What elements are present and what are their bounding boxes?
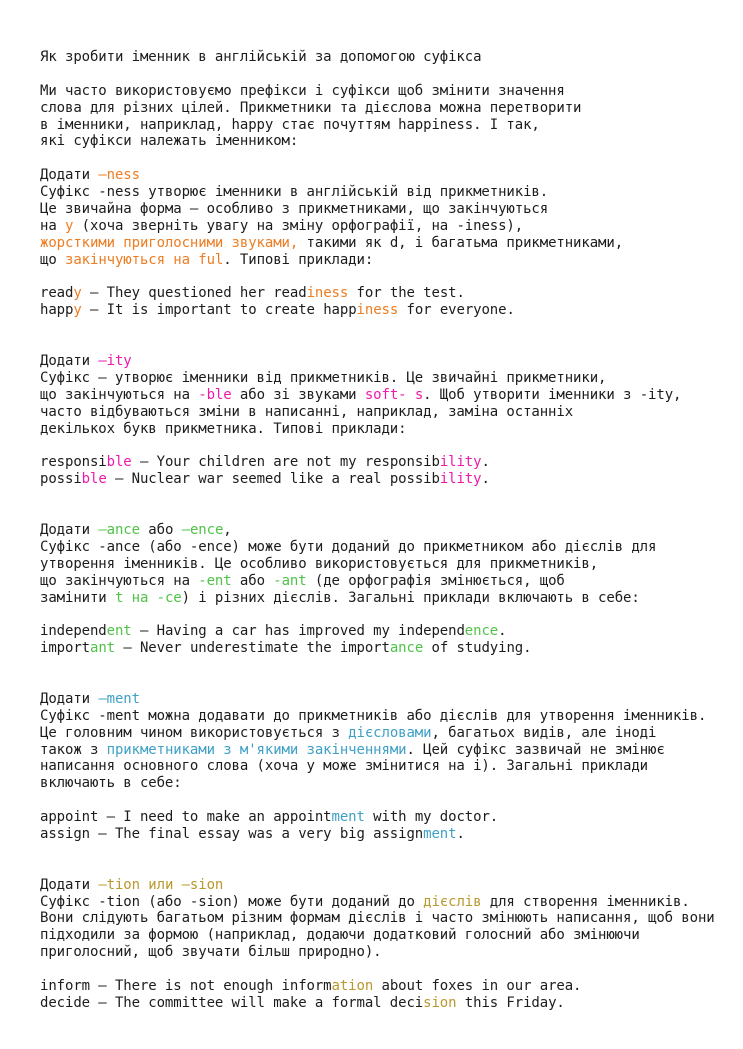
text-segment: Додати (40, 167, 99, 184)
highlighted-text-segment: закінчуються на ful (65, 251, 224, 268)
blank-line (40, 66, 735, 83)
text-segment: . Цей суфікс зазвичай не змінює (406, 741, 665, 758)
text-segment: також з (40, 741, 107, 758)
text-segment: decide – The committee will make a formal deci (40, 994, 424, 1011)
text-segment: . Щоб утворити іменники з -ity, (423, 386, 682, 403)
highlighted-text-segment: y (65, 217, 74, 234)
section-heading-ance-ence (40, 522, 735, 539)
body-line (40, 725, 735, 742)
highlighted-text-segment: t на -ce (114, 589, 182, 606)
highlighted-text-segment: ment (423, 825, 457, 842)
example-sentence (40, 995, 735, 1012)
text-segment: – It is important to create happ (81, 302, 357, 319)
text-segment: Додати (40, 353, 99, 370)
text-segment: independ (40, 623, 107, 640)
highlighted-text-segment: –ance (98, 521, 140, 538)
body-line (40, 910, 735, 927)
example-sentence (40, 978, 735, 995)
highlighted-text-segment: iness (356, 302, 399, 319)
text-segment: – Nuclear war seemed like a real possib (106, 471, 440, 488)
text-segment: inform – There is not enough inform (40, 977, 332, 994)
text-segment: responsi (40, 454, 107, 471)
body-line (40, 775, 735, 792)
text-segment: – They questioned her read (81, 285, 307, 302)
blank-line (40, 674, 735, 691)
highlighted-text-segment: y (73, 285, 82, 302)
body-line (40, 404, 735, 421)
blank-line (40, 336, 735, 353)
highlighted-text-segment: iness (306, 285, 349, 302)
text-segment: замінити (40, 589, 115, 606)
highlighted-text-segment: –ence (181, 521, 224, 538)
intro-line (40, 100, 735, 117)
text-segment: які суфікси належать іменником: (40, 133, 299, 150)
highlighted-text-segment: ility (439, 471, 482, 488)
body-line (40, 556, 735, 573)
blank-line (40, 843, 735, 860)
text-segment: Це звичайна форма – особливо з прикметниками, що закінчуються (40, 201, 549, 218)
blank-line (40, 150, 735, 167)
text-segment: – Never underestimate the import (114, 640, 390, 657)
text-segment: for everyone. (398, 302, 515, 319)
text-segment: в іменники, наприклад, happy стає почуттям happiness. І так, (40, 116, 540, 133)
highlighted-text-segment: y (73, 302, 82, 319)
text-segment: , багатьох видів, але іноді (431, 724, 657, 741)
text-segment: або (139, 521, 182, 538)
body-line (40, 758, 735, 775)
highlighted-text-segment: ble (81, 471, 107, 488)
text-segment: , (223, 521, 232, 538)
example-sentence (40, 640, 735, 657)
example-sentence (40, 471, 735, 488)
body-line (40, 387, 735, 404)
intro-line (40, 133, 735, 150)
text-segment: with my doctor. (364, 809, 499, 826)
blank-line (40, 505, 735, 522)
text-segment: підходили за формою (наприклад, додаючи додатковий голосний або змінюючи (40, 927, 640, 944)
text-segment: about foxes in our area. (373, 977, 582, 994)
highlighted-text-segment: ility (439, 454, 482, 471)
text-segment: Суфікс -ment можна додавати до прикметників або дієслів для утворення іменників. (40, 707, 707, 724)
text-segment: read (40, 285, 74, 302)
blank-line (40, 860, 735, 877)
text-segment: possi (40, 471, 82, 488)
intro-line (40, 83, 735, 100)
text-segment: на (40, 217, 65, 234)
text-segment: appoint – I need to make an appoint (40, 809, 332, 826)
blank-line (40, 657, 735, 674)
example-sentence (40, 623, 735, 640)
text-segment: import (40, 640, 90, 657)
body-line (40, 235, 735, 252)
example-sentence (40, 285, 735, 302)
highlighted-text-segment: ble (106, 454, 132, 471)
highlighted-text-segment: sion (423, 994, 457, 1011)
highlighted-text-segment: прикметниками з м'якими закінченнями (106, 741, 407, 758)
text-segment: для створення іменників. (481, 893, 690, 910)
section-heading-tion-sion (40, 877, 735, 894)
text-segment: – Having a car has improved my independ (131, 623, 465, 640)
body-line (40, 421, 735, 438)
text-segment: Додати (40, 876, 99, 893)
highlighted-text-segment: –ity (98, 353, 132, 370)
highlighted-text-segment: ment (331, 809, 365, 826)
text-segment: this Friday. (456, 994, 565, 1011)
body-line (40, 944, 735, 961)
highlighted-text-segment: дієсловами (348, 724, 432, 741)
text-segment: що (40, 251, 65, 268)
text-segment: Ми часто використовуємо префікси і суфікси щоб змінити значення (40, 82, 565, 99)
body-line (40, 184, 735, 201)
blank-line (40, 269, 735, 286)
blank-line (40, 606, 735, 623)
text-segment: Додати (40, 690, 99, 707)
text-segment: happ (40, 302, 74, 319)
text-segment: або зі звуками (231, 386, 365, 403)
text-segment: – Your children are not my responsib (131, 454, 440, 471)
text-segment: Вони слідують багатьом різним формам дієслів і часто змінюють написання, щоб вони (40, 910, 715, 927)
highlighted-text-segment: -ent (198, 572, 232, 589)
text-segment: . Типові приклади: (223, 251, 374, 268)
text-segment: включають в себе: (40, 775, 182, 792)
blank-line (40, 488, 735, 505)
text-segment: що закінчуються на (40, 386, 199, 403)
blank-line (40, 792, 735, 809)
text-segment: . (481, 471, 490, 488)
example-sentence (40, 454, 735, 471)
section-heading-ity (40, 353, 735, 370)
text-segment: ) і різних дієслів. Загальні приклади включають в себе: (181, 589, 640, 606)
text-segment: утворення іменників. Це особливо використовується для прикметників, (40, 555, 599, 572)
text-segment: Це головним чином використовується з (40, 724, 349, 741)
blank-line (40, 319, 735, 336)
text-segment: такими як d, і багатьма прикметниками, (298, 234, 624, 251)
highlighted-text-segment: ant (89, 640, 115, 657)
text-segment: . (498, 623, 507, 640)
body-line (40, 742, 735, 759)
body-line (40, 573, 735, 590)
section-heading-ment (40, 691, 735, 708)
text-segment: . (481, 454, 490, 471)
example-sentence (40, 826, 735, 843)
blank-line (40, 437, 735, 454)
section-heading-ness (40, 167, 735, 184)
example-sentence (40, 809, 735, 826)
body-line (40, 927, 735, 944)
body-line (40, 201, 735, 218)
highlighted-text-segment: ence (464, 623, 499, 640)
example-sentence (40, 302, 735, 319)
body-line (40, 708, 735, 725)
highlighted-text-segment: soft- s (364, 386, 424, 403)
highlighted-text-segment: –ness (98, 167, 140, 184)
text-segment: of studying. (423, 640, 532, 657)
text-segment: Суфікс – утворює іменники від прикметників. Це звичайні прикметники, (40, 369, 607, 386)
text-segment: написання основного слова (хоча y може змінитися на i). Загальні приклади (40, 758, 648, 775)
text-segment: Суфікс -ance (або -ence) може бути доданий до прикметником або дієслів для (40, 538, 657, 555)
body-line (40, 252, 735, 269)
text-segment: або (231, 572, 274, 589)
text-segment: Суфікс -ness утворює іменники в англійській від прикметників. (40, 184, 549, 201)
highlighted-text-segment: жорсткими приголосними звуками, (40, 234, 299, 251)
intro-line (40, 117, 735, 134)
body-line (40, 894, 735, 911)
text-segment: Додати (40, 521, 99, 538)
document-title (40, 49, 735, 66)
text-segment: Як зробити іменник в англійській за допомогою суфікса (40, 49, 482, 65)
body-line (40, 590, 735, 607)
highlighted-text-segment: ent (106, 623, 132, 640)
text-segment: декількох букв прикметника. Типові приклади: (40, 420, 407, 437)
highlighted-text-segment: –tion или –sion (98, 876, 224, 893)
text-segment: . (456, 825, 465, 842)
text-segment: часто відбуваються зміни в написанні, наприклад, заміна останніх (40, 403, 574, 420)
blank-line (40, 961, 735, 978)
text-segment: приголосний, щоб звучати більш природно). (40, 944, 382, 961)
text-segment: for the test. (348, 285, 465, 302)
highlighted-text-segment: ance (389, 640, 424, 657)
highlighted-text-segment: -ble (198, 386, 232, 403)
body-line (40, 218, 735, 235)
highlighted-text-segment: -ant (273, 572, 307, 589)
text-segment: assign – The final essay was a very big assign (40, 825, 424, 842)
highlighted-text-segment: дієслів (423, 893, 482, 910)
highlighted-text-segment: –ment (98, 690, 140, 707)
text-segment: (де орфографія змінюється, щоб (306, 572, 565, 589)
body-line (40, 370, 735, 387)
text-segment: слова для різних цілей. Прикметники та дієслова можна перетворити (40, 99, 582, 116)
text-segment: що закінчуються на (40, 572, 199, 589)
body-line (40, 539, 735, 556)
highlighted-text-segment: ation (331, 977, 374, 994)
text-segment: (хоча зверніть увагу на зміну орфографії, на -iness), (73, 217, 524, 234)
text-segment: Суфікс -tion (або -sion) може бути доданий до (40, 893, 424, 910)
